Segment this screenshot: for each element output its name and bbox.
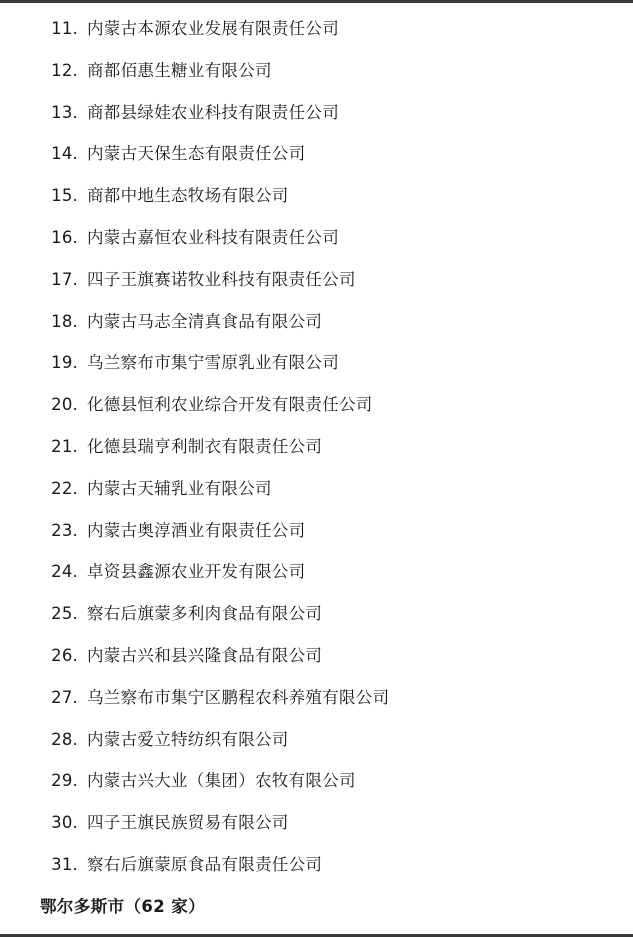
- list-item: [38, 593, 609, 635]
- list-item-number: 31.: [51, 854, 78, 874]
- list-item-number: 24.: [51, 562, 78, 582]
- list-item-label: 内蒙古嘉恒农业科技有限责任公司: [87, 227, 339, 247]
- list-item-number: 17.: [51, 269, 78, 289]
- list-item: [38, 677, 609, 719]
- list-item: [38, 50, 609, 92]
- list-item: [38, 426, 609, 468]
- list-item-label: 察右后旗蒙原食品有限责任公司: [87, 854, 323, 874]
- list-item-label: 内蒙古奥淳酒业有限责任公司: [87, 520, 306, 540]
- list-item-label: 察右后旗蒙多利肉食品有限公司: [87, 604, 323, 624]
- list-item-number: 30.: [51, 813, 78, 833]
- list-item: [38, 760, 609, 802]
- list-item-number: 15.: [51, 186, 78, 206]
- list-item-label: 化德县恒利农业综合开发有限责任公司: [87, 395, 373, 415]
- list-item: [38, 301, 609, 343]
- list-item-label: 化德县瑞亨利制衣有限责任公司: [87, 436, 323, 456]
- list-item-number: 20.: [51, 395, 78, 415]
- list-item: [38, 342, 609, 384]
- list-item-label: 内蒙古马志全清真食品有限公司: [87, 311, 323, 331]
- list-item-label: 商都中地生态牧场有限公司: [87, 186, 289, 206]
- list-item: [38, 8, 609, 50]
- list-item-label: 内蒙古兴大业（集团）农牧有限公司: [87, 771, 356, 791]
- list-item: [38, 133, 609, 175]
- list-item-number: 21.: [51, 436, 78, 456]
- list-item-label: 四子王旗民族贸易有限公司: [87, 813, 289, 833]
- list-item-number: 11.: [51, 19, 78, 38]
- list-item-number: 22.: [51, 478, 78, 498]
- list-item-label: 内蒙古爱立特纺织有限公司: [87, 729, 289, 749]
- list-item: [38, 384, 609, 426]
- list-item-label: 内蒙古天保生态有限责任公司: [87, 144, 306, 164]
- section-heading: 鄂尔多斯市（62 家）: [40, 896, 206, 916]
- list-item-number: 23.: [51, 520, 78, 540]
- list-item: [38, 551, 609, 593]
- list-item: [38, 844, 609, 886]
- list-item-label: 商都佰惠生糖业有限公司: [87, 60, 272, 80]
- list-item: [38, 635, 609, 677]
- list-item-number: 26.: [51, 645, 78, 665]
- list-item-label: 四子王旗赛诺牧业科技有限责任公司: [87, 269, 356, 289]
- list-item-number: 18.: [51, 311, 78, 331]
- list-item-number: 27.: [51, 687, 78, 707]
- list-item-number: 14.: [51, 144, 78, 164]
- list-item: [38, 510, 609, 552]
- list-item-number: 25.: [51, 604, 78, 624]
- top-divider: [0, 0, 633, 3]
- list-item-label: 内蒙古兴和县兴隆食品有限公司: [87, 645, 323, 665]
- list-item-label: 商都县绿娃农业科技有限责任公司: [87, 102, 339, 122]
- list-item-label: 内蒙古天辅乳业有限公司: [87, 478, 272, 498]
- list-item: [38, 468, 609, 510]
- list-item: [38, 719, 609, 761]
- list-item-label: 乌兰察布市集宁雪原乳业有限公司: [87, 353, 339, 373]
- list-item-label: 乌兰察布市集宁区鹏程农科养殖有限公司: [87, 687, 390, 707]
- list-item-number: 29.: [51, 771, 78, 791]
- list-item: [38, 802, 609, 844]
- list-item-label: 卓资县鑫源农业开发有限公司: [87, 562, 306, 582]
- list-item-number: 16.: [51, 227, 78, 247]
- list-item-number: 19.: [51, 353, 78, 373]
- list-item: [38, 217, 609, 259]
- list-item-number: 12.: [51, 60, 78, 80]
- company-list: [38, 8, 609, 886]
- list-item-number: 28.: [51, 729, 78, 749]
- list-item: [38, 259, 609, 301]
- list-item: [38, 175, 609, 217]
- list-item-number: 13.: [51, 102, 78, 122]
- list-item: [38, 92, 609, 134]
- list-item-label: 内蒙古本源农业发展有限责任公司: [87, 19, 339, 38]
